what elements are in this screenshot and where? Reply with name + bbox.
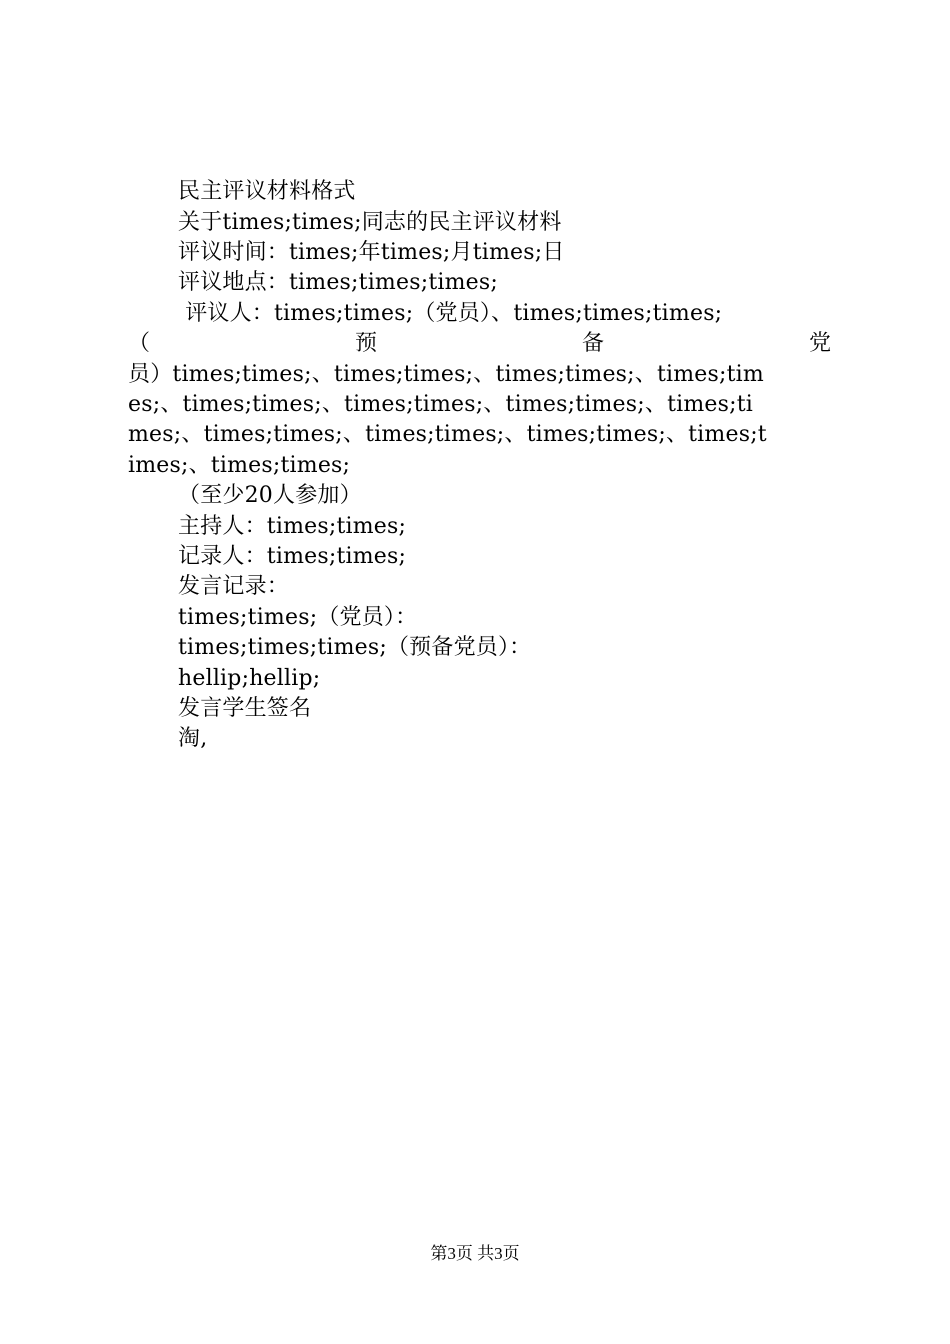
spaced-char: （ [128, 331, 151, 356]
party-member-speech-line: times;times;（党员）： [178, 605, 418, 630]
recorder-line: 记录人：times;times; [178, 544, 407, 569]
trailing-text-line: 淘, [178, 726, 208, 751]
doc-title: 民主评议材料格式 [178, 179, 356, 204]
reviewers-list-line: es;、times;times;、times;times;、times;times;、times;ti [128, 392, 754, 417]
reviewers-line: 评议人：times;times;（党员）、times;times;times; [178, 301, 723, 326]
spaced-char: 备 [581, 331, 604, 356]
host-line: 主持人：times;times; [178, 514, 407, 539]
reviewers-continuation-row [128, 329, 831, 359]
review-time-line: 评议时间：times;年times;月times;日 [178, 240, 565, 265]
probationary-member-speech-line: times;times;times;（预备党员）： [178, 635, 532, 660]
reviewers-list-line: mes;、times;times;、times;times;、times;times;、times;t [128, 422, 767, 447]
student-signature-line: 发言学生签名 [178, 696, 312, 721]
attendance-note: （至少20人参加） [178, 483, 362, 508]
page-footer: 第3页 共3页 [430, 1244, 520, 1263]
spaced-char: 党 [808, 331, 831, 356]
reviewers-list-line: imes;、times;times; [128, 453, 351, 478]
ellipsis-line: hellip;hellip; [178, 666, 321, 691]
review-location-line: 评议地点：times;times;times; [178, 270, 498, 295]
doc-subject-line: 关于times;times;同志的民主评议材料 [178, 210, 562, 235]
spaced-char: 预 [354, 331, 377, 356]
speech-record-heading: 发言记录： [178, 574, 290, 599]
reviewers-list-line: 员）times;times;、times;times;、times;times;、times;tim [128, 362, 764, 387]
